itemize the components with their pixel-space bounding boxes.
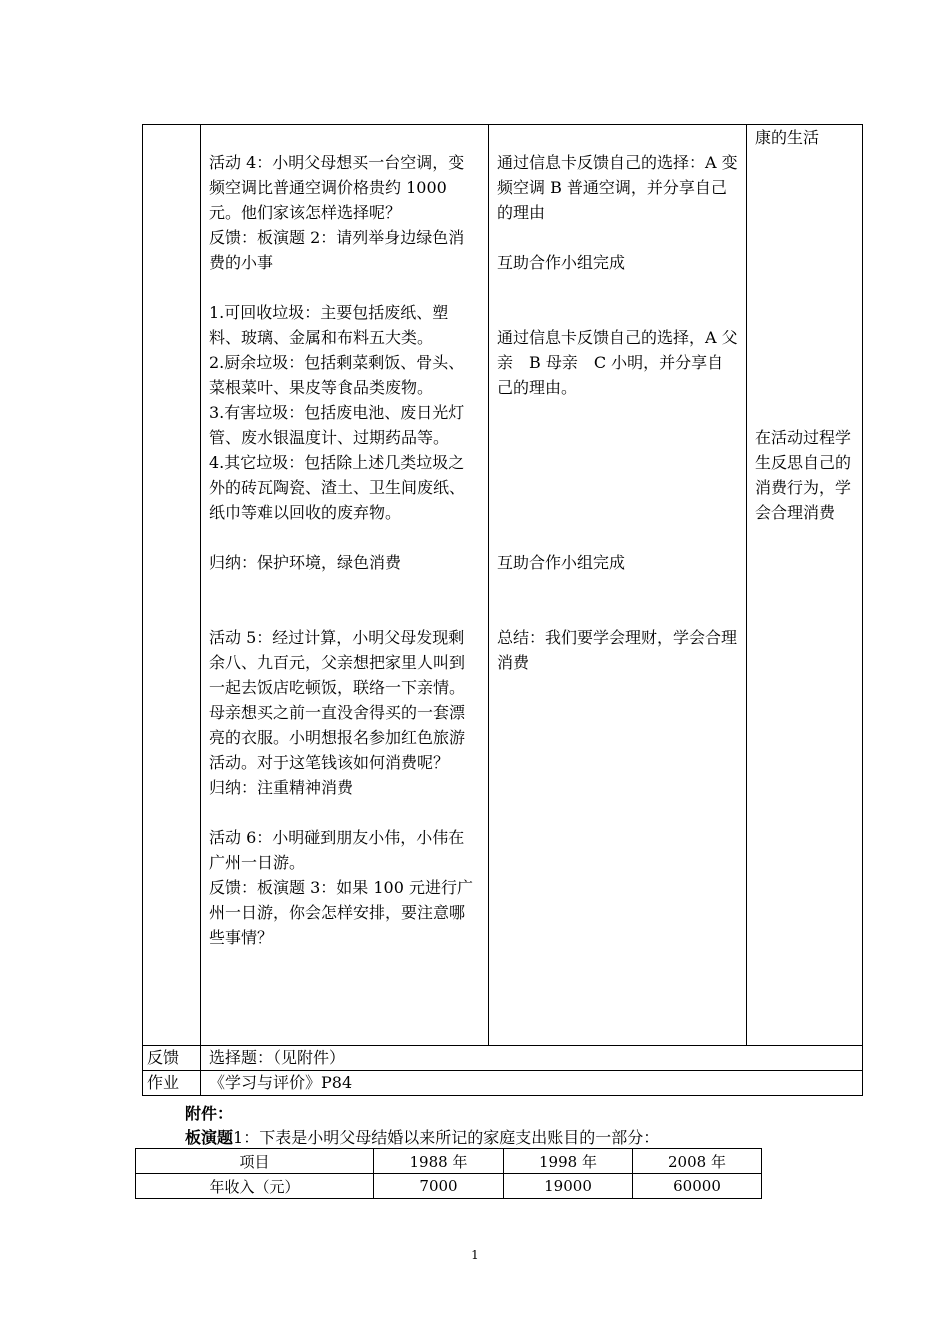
homework-row	[143, 1071, 863, 1096]
garbage-item-3: 3.有害垃圾：包括废电池、废日光灯管、废水银温度计、过期药品等。	[209, 403, 465, 447]
expense-header-cell: 1998 年	[504, 1149, 633, 1174]
design-intent-cell	[747, 125, 863, 1046]
expense-cell: 7000	[374, 1174, 504, 1199]
teacher-activity-cell	[201, 125, 489, 1046]
summary-spirit-text: 归纳：注重精神消费	[209, 778, 354, 797]
stage-cell	[143, 125, 201, 1046]
feedback-3-text: 反馈：板演题 3：如果 100 元进行广州一日游，你会怎样安排，要注意哪些事情？	[209, 878, 473, 947]
expense-cell: 年收入（元）	[136, 1174, 374, 1199]
feedback-label: 反馈	[143, 1046, 201, 1071]
homework-content: 《学习与评价》P84	[201, 1071, 863, 1096]
activity-6-text: 活动 6：小明碰到朋友小伟，小伟在广州一日游。	[209, 828, 465, 872]
homework-label: 作业	[143, 1071, 201, 1096]
info-card-2-text: 通过信息卡反馈自己的选择，A 父亲 B 母亲 C 小明，并分享自己的理由。	[497, 328, 738, 397]
summary-green-text: 归纳：保护环境，绿色消费	[209, 553, 402, 572]
info-card-1-text: 通过信息卡反馈自己的选择：A 变频空调 B 普通空调，并分享自己的理由	[497, 153, 738, 222]
feedback-2-text: 反馈：板演题 2：请列举身边绿色消费的小事	[209, 228, 465, 272]
feedback-content: 选择题：（见附件）	[201, 1046, 863, 1071]
activity-5-text: 活动 5：经过计算，小明父母发现剩余八、九百元，父亲想把家里人叫到一起去饭店吃顿饭，联络一下亲情。母亲想买之前一直没舍得买的一套漂亮的衣服。小明想报名参加红色旅游活动。对于这笔钱该如何消费呢？	[209, 628, 466, 772]
annex-question-text: 1：下表是小明父母结婚以来所记的家庭支出账目的一部分：	[233, 1128, 660, 1147]
annex-question-label: 板演题	[185, 1128, 234, 1147]
healthy-life-text: 康的生活	[755, 128, 820, 147]
activities-row	[143, 125, 863, 1046]
expense-header-cell: 项目	[136, 1149, 374, 1174]
annex-heading: 附件：	[185, 1104, 234, 1123]
student-activity-cell	[489, 125, 747, 1046]
activity-4-text: 活动 4：小明父母想买一台空调，变频空调比普通空调价格贵约 1000 元。他们家该怎样选择呢？	[209, 153, 465, 222]
expense-cell: 19000	[504, 1174, 633, 1199]
expense-header-row	[136, 1149, 762, 1174]
expense-header-cell: 2008 年	[633, 1149, 762, 1174]
annex-question-line	[185, 1125, 659, 1148]
garbage-item-1: 1.可回收垃圾：主要包括废纸、塑料、玻璃、金属和布料五大类。	[209, 303, 449, 347]
group-work-1-text: 互助合作小组完成	[497, 253, 626, 272]
page-number: 1	[471, 1248, 479, 1262]
expense-data-row	[136, 1174, 762, 1199]
expense-header-cell: 1988 年	[374, 1149, 504, 1174]
garbage-item-2: 2.厨余垃圾：包括剩菜剩饭、骨头、菜根菜叶、果皮等食品类废物。	[209, 353, 465, 397]
group-work-2-text: 互助合作小组完成	[497, 553, 626, 572]
design-intent-text: 在活动过程学生反思自己的消费行为，学会合理消费	[755, 428, 852, 522]
feedback-row	[143, 1046, 863, 1071]
garbage-item-4: 4.其它垃圾：包括除上述几类垃圾之外的砖瓦陶瓷、渣土、卫生间废纸、纸巾等难以回收的废弃物。	[209, 453, 466, 522]
expense-cell: 60000	[633, 1174, 762, 1199]
lesson-plan-table	[142, 124, 863, 1096]
expense-table	[135, 1148, 762, 1199]
conclusion-text: 总结：我们要学会理财，学会合理消费	[497, 628, 738, 672]
